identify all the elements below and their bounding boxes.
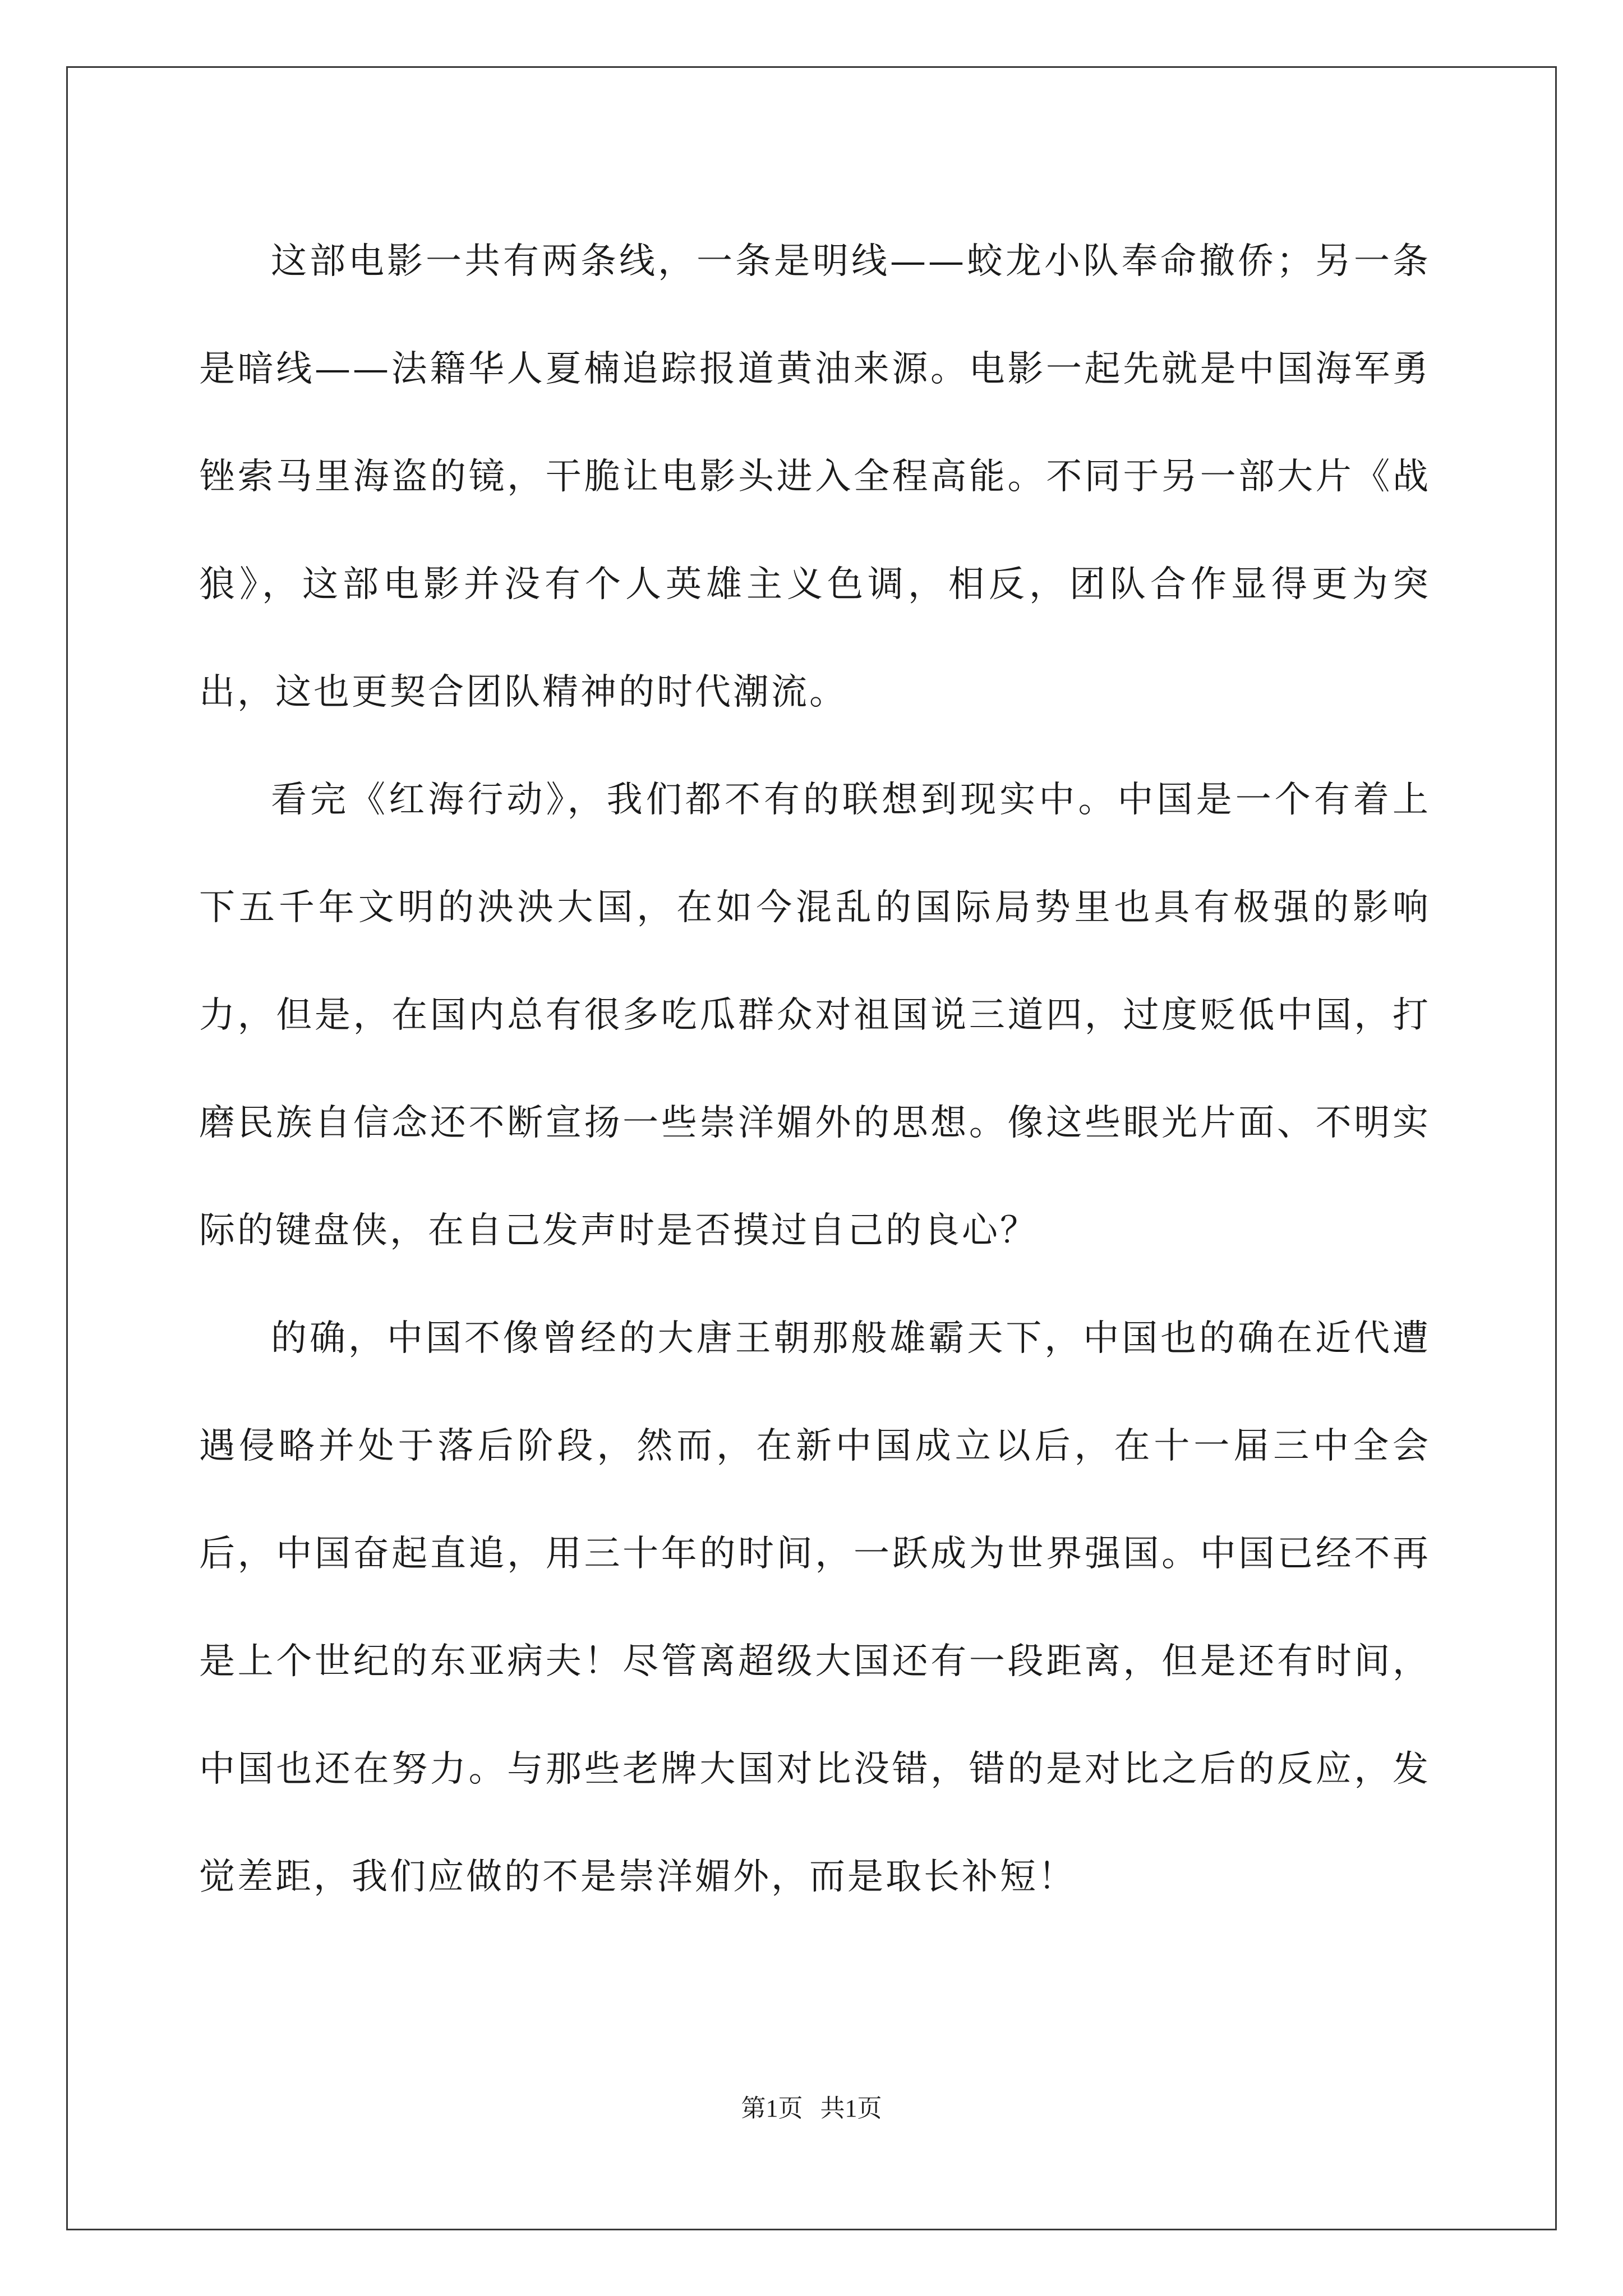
paragraph-2: 看完《红海行动》，我们都不有的联想到现实中。中国是一个有着上下五千年文明的泱泱大国，在如今混乱的国际局势里也具有极强的影响力，但是，在国内总有很多吃瓜群众对祖国说三道四，过度贬低中国，打磨民族自信念还不断宣扬一些崇洋媚外的思想。像这些眼光片面、不明实际的键盘侠，在自己发声时是否摸过自己的良心？	[199, 779, 1431, 1251]
page-footer	[0, 2088, 1623, 2124]
page-number: 第1页	[741, 2095, 803, 2122]
document-body	[199, 208, 1431, 1931]
paragraph-3: 的确，中国不像曾经的大唐王朝那般雄霸天下，中国也的确在近代遭遇侵略并处于落后阶段，然而，在新中国成立以后，在十一届三中全会后，中国奋起直追，用三十年的时间，一跃成为世界强国。中国已经不再是上个世纪的东亚病夫！尽管离超级大国还有一段距离，但是还有时间，中国也还在努力。与那些老牌大国对比没错，错的是对比之后的反应，发觉差距，我们应做的不是崇洋媚外，而是取长补短！	[199, 1318, 1431, 1898]
paragraph-1: 这部电影一共有两条线，一条是明线——蛟龙小队奉命撤侨；另一条是暗线——法籍华人夏楠追踪报道黄油来源。电影一起先就是中国海军勇锉索马里海盗的镜，干脆让电影头进入全程高能。不同于另一部大片《战狼》，这部电影并没有个人英雄主义色调，相反，团队合作显得更为突出，这也更契合团队精神的时代潮流。	[199, 241, 1431, 713]
page-total: 共1页	[820, 2095, 882, 2122]
